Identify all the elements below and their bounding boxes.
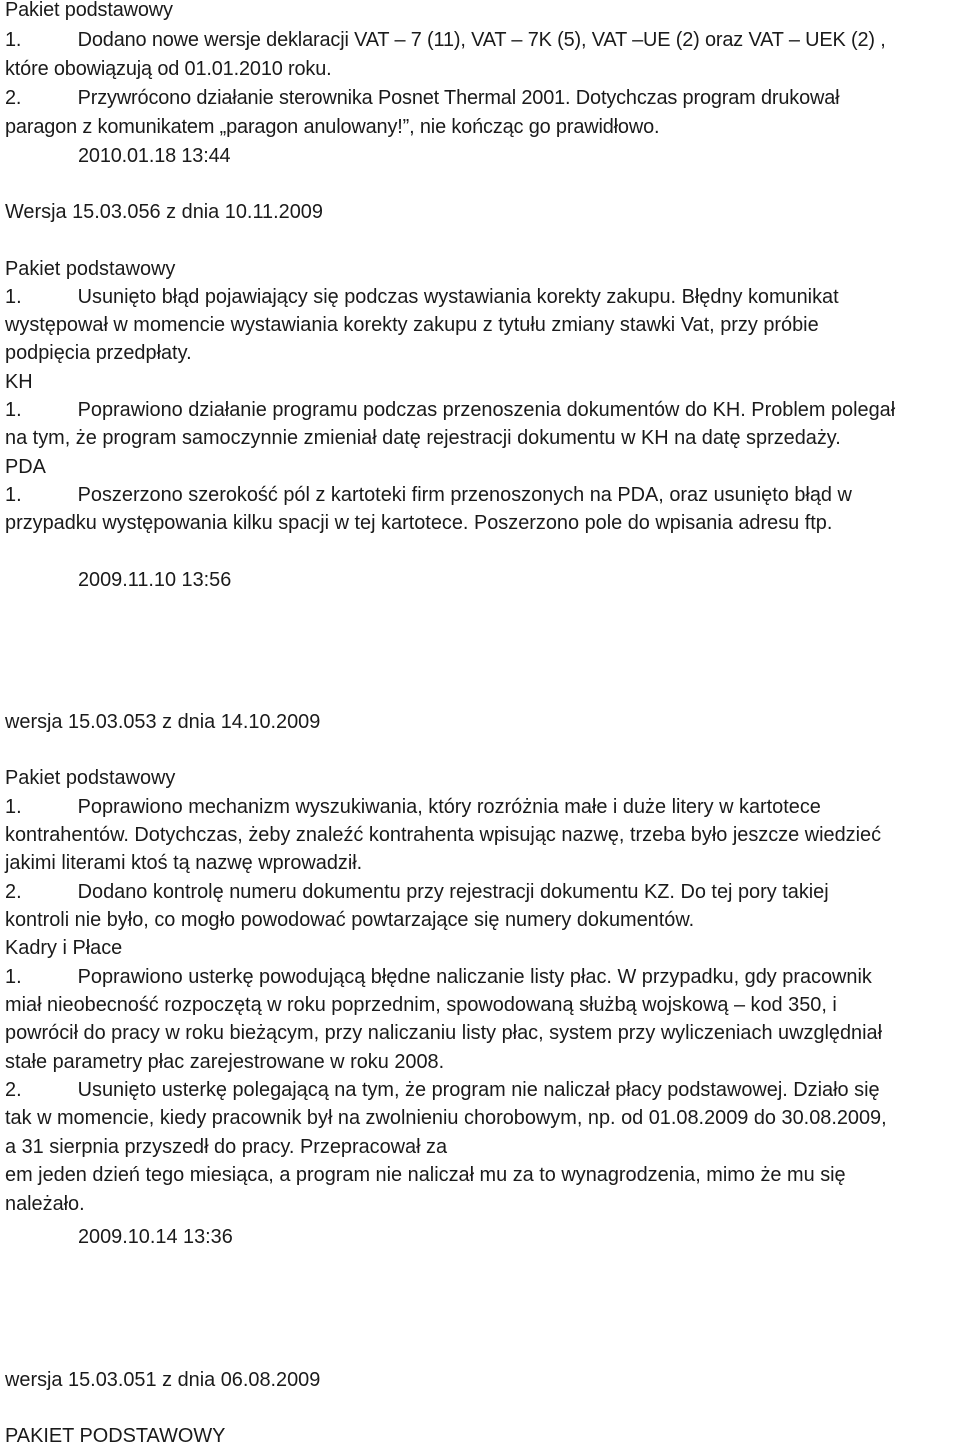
list-item-text: Poprawiono działanie programu podczas przenoszenia dokumentów do KH. Problem polegał: [77, 399, 896, 421]
list-item-text: Poszerzono szerokość pól z kartoteki firm przenoszonych na PDA, oraz usunięto błąd w: [77, 484, 852, 506]
timestamp: 2010.01.18 13:44: [78, 145, 231, 167]
list-item-text: jakimi literami ktoś tą nazwę wprowadził.: [5, 852, 363, 874]
list-item-text: Dodano nowe wersje deklaracji VAT – 7 (11), VAT – 7K (5), VAT –UE (2) oraz VAT – UEK (2) ,: [77, 29, 886, 51]
list-item-number: 1. Poszerzono szerokość pól z kartoteki firm przenoszonych na PDA, oraz usunięto błąd w: [5, 484, 852, 506]
list-item-text: miał nieobecność rozpoczętą w roku poprzednim, spowodowaną służbą wojskową – kod 350, i: [5, 994, 837, 1016]
list-item-text: przypadku występowania kilku spacji w tej kartotece. Poszerzono pole do wpisania adresu ftp.: [5, 512, 833, 534]
list-item-text: tak w momencie, kiedy pracownik był na zwolnieniu chorobowym, np. od 01.08.2009 do 30.08.2009,: [5, 1107, 887, 1129]
version-heading: Wersja 15.03.056 z dnia 10.11.2009: [5, 201, 323, 223]
list-item-text: paragon z komunikatem „paragon anulowany!”, nie kończąc go prawidłowo.: [5, 116, 660, 138]
list-item-number: 1. Poprawiono działanie programu podczas przenoszenia dokumentów do KH. Problem polegał: [5, 399, 896, 421]
section-label: Pakiet podstawowy: [5, 767, 176, 789]
list-item-number: 2. Usunięto usterkę polegającą na tym, że program nie naliczał płacy podstawowej. Działo się: [5, 1079, 880, 1101]
timestamp: 2009.10.14 13:36: [78, 1226, 233, 1248]
list-item-text: kontrahentów. Dotychczas, żeby znaleźć kontrahenta wpisując nazwę, trzeba było jeszcze wiedzieć: [5, 824, 882, 846]
section-label: Pakiet podstawowy: [5, 0, 173, 21]
list-item-text: Poprawiono mechanizm wyszukiwania, który rozróżnia małe i duże litery w kartotece: [77, 796, 821, 818]
list-item-number: 1. Dodano nowe wersje deklaracji VAT – 7 (11), VAT – 7K (5), VAT –UE (2) oraz VAT – UEK (2) ,: [5, 29, 886, 51]
list-item-text: em jeden dzień tego miesiąca, a program nie naliczał mu za to wynagrodzenia, mimo że mu się: [5, 1164, 846, 1186]
list-item-text: Usunięto błąd pojawiający się podczas wystawiania korekty zakupu. Błędny komunikat: [77, 286, 839, 308]
list-item-number: 1. Poprawiono mechanizm wyszukiwania, który rozróżnia małe i duże litery w kartotece: [5, 796, 821, 818]
list-item-text: a 31 sierpnia przyszedł do pracy. Przepracował za: [5, 1136, 448, 1158]
section-label: PAKIET PODSTAWOWY: [5, 1425, 226, 1447]
list-item-number: 2. Przywrócono działanie sterownika Posnet Thermal 2001. Dotychczas program drukował: [5, 87, 840, 109]
section-label: Pakiet podstawowy: [5, 258, 176, 280]
list-item-number: 1. Usunięto błąd pojawiający się podczas wystawiania korekty zakupu. Błędny komunikat: [5, 286, 839, 308]
section-label: KH: [5, 371, 33, 393]
timestamp: 2009.11.10 13:56: [78, 569, 232, 591]
list-item-text: które obowiązują od 01.01.2010 roku.: [5, 58, 332, 80]
list-item-text: stałe parametry płac zarejestrowane w roku 2008.: [5, 1051, 445, 1073]
list-item-text: Usunięto usterkę polegającą na tym, że program nie naliczał płacy podstawowej. Działo się: [77, 1079, 880, 1101]
list-item-text: należało.: [5, 1193, 85, 1215]
list-item-text: Poprawiono usterkę powodującą błędne naliczanie listy płac. W przypadku, gdy pracownik: [77, 966, 872, 988]
section-label: PDA: [5, 456, 46, 478]
list-item-number: 1. Poprawiono usterkę powodującą błędne naliczanie listy płac. W przypadku, gdy pracownik: [5, 966, 872, 988]
list-item-text: Dodano kontrolę numeru dokumentu przy rejestracji dokumentu KZ. Do tej pory takiej: [77, 881, 829, 903]
section-label: Kadry i Płace: [5, 937, 123, 959]
list-item-text: powrócił do pracy w roku bieżącym, przy naliczaniu listy płac, system przy wyliczeniach uwzględniał: [5, 1022, 883, 1044]
version-heading: wersja 15.03.053 z dnia 14.10.2009: [5, 711, 321, 733]
list-item-number: 2. Dodano kontrolę numeru dokumentu przy rejestracji dokumentu KZ. Do tej pory takiej: [5, 881, 829, 903]
version-heading: wersja 15.03.051 z dnia 06.08.2009: [5, 1369, 321, 1391]
list-item-text: podpięcia przedpłaty.: [5, 342, 192, 364]
list-item-text: na tym, że program samoczynnie zmieniał datę rejestracji dokumentu w KH na datę sprzedaży.: [5, 427, 841, 449]
list-item-text: występował w momencie wystawiania korekty zakupu z tytułu zmiany stawki Vat, przy próbie: [5, 314, 819, 336]
list-item-text: Przywrócono działanie sterownika Posnet Thermal 2001. Dotychczas program drukował: [77, 87, 840, 109]
list-item-text: kontroli nie było, co mogło powodować powtarzające się numery dokumentów.: [5, 909, 695, 931]
